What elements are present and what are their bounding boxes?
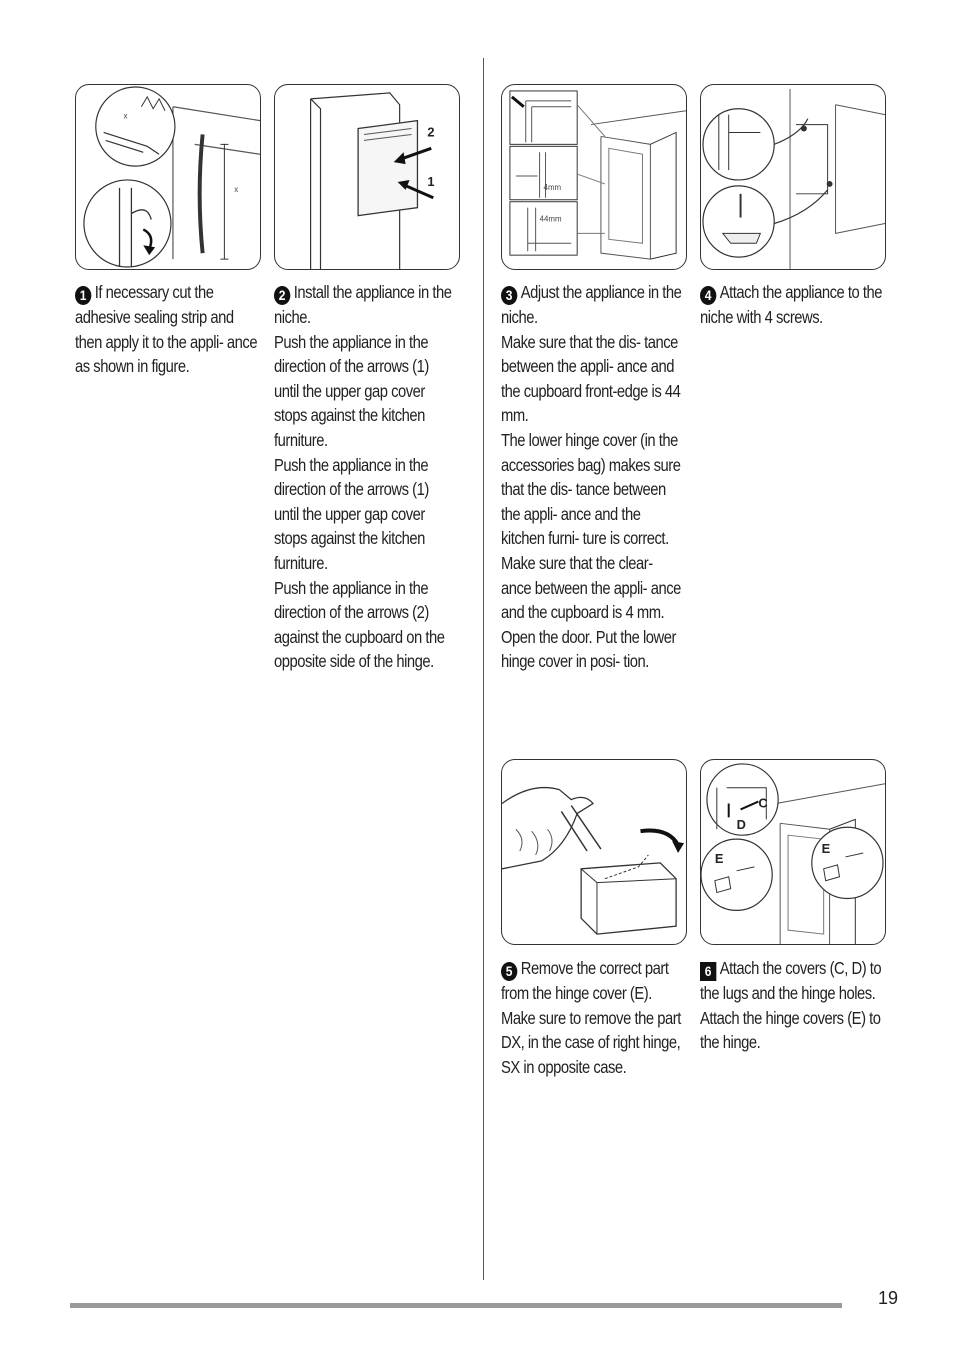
step-6-paragraph-1: Attach the covers (C, D) to the lugs and the hinge holes. [700,958,882,1003]
step-2-text [274,280,456,674]
step-2-paragraph-2: Push the appliance in the direction of the arrows (1) until the upper gap cover stops against the kitchen furniture. [274,331,429,450]
footer-rule [70,1303,842,1308]
fig2-arrow-2-label: 2 [427,124,435,140]
step-3-paragraph-2: Make sure that the dis- tance between the appli- ance and the cupboard front-edge is 44 mm. [501,331,681,426]
column-divider [483,58,484,1280]
step-5-paragraph-1: Remove the correct part from the hinge cover (E). Make sure to remove the part DX, in the case of right hinge, SX in opposite case. [501,958,681,1077]
fig3-4mm-label: 4mm [543,182,562,192]
step-4-text [700,280,882,330]
fig1-x-side-label: x [234,184,239,194]
figure-1-sealing-strip [75,84,261,270]
step-6-paragraph-2: Attach the hinge covers (E) to the hinge. [700,1007,881,1053]
step-3-paragraph-3: The lower hinge cover (in the accessories bag) makes sure that the dis- tance between the appli- ance and the kitchen furni- ture is correct. [501,429,681,549]
step-2-paragraph-4: Push the appliance in the direction of the arrows (2) against the cupboard on the opposite side of the hinge. [274,577,445,672]
step-6-number: 6 [700,962,716,981]
fig6-d-label: D [736,817,746,833]
figure-3-adjust-niche [501,84,687,270]
step-4-number: 4 [700,286,716,305]
step-5-number: 5 [501,962,517,981]
page-number: 19 [878,1288,899,1308]
figure-6-attach-covers [700,759,886,945]
step-3-paragraph-1: Adjust the appliance in the niche. [501,282,682,327]
figure-2-install-niche [274,84,460,270]
step-3-text [501,280,683,674]
step-1-text [75,280,257,379]
step-2-paragraph-3: Push the appliance in the direction of the arrows (1) until the upper gap cover stops against the kitchen furniture. [274,454,429,573]
figure-5-remove-part [501,759,687,945]
step-3-paragraph-4: Make sure that the clear- ance between the appli- ance and the cupboard is 4 mm. [501,552,681,623]
step-3-number: 3 [501,286,517,305]
step-5-text [501,956,683,1079]
step-1-number: 1 [75,286,91,305]
step-4-paragraph-1: Attach the appliance to the niche with 4 screws. [700,282,883,327]
fig2-arrow-1-label: 1 [427,173,435,189]
fig3-44mm-label: 44mm [539,214,562,224]
fig1-x-top-label: x [123,111,128,121]
figure-4-attach-screws [700,84,886,270]
fig6-c-label: C [758,795,768,811]
step-3-paragraph-5: Open the door. Put the lower hinge cover in posi- tion. [501,626,676,672]
step-1-paragraph-1: If necessary cut the adhesive sealing strip and then apply it to the appli- ance as shown in figure. [75,282,258,377]
fig6-e-left-label: E [714,850,724,866]
step-6-text [700,956,882,1055]
step-2-number: 2 [274,286,290,305]
step-2-paragraph-1: Install the appliance in the niche. [274,282,452,327]
fig6-e-right-label: E [821,840,831,856]
